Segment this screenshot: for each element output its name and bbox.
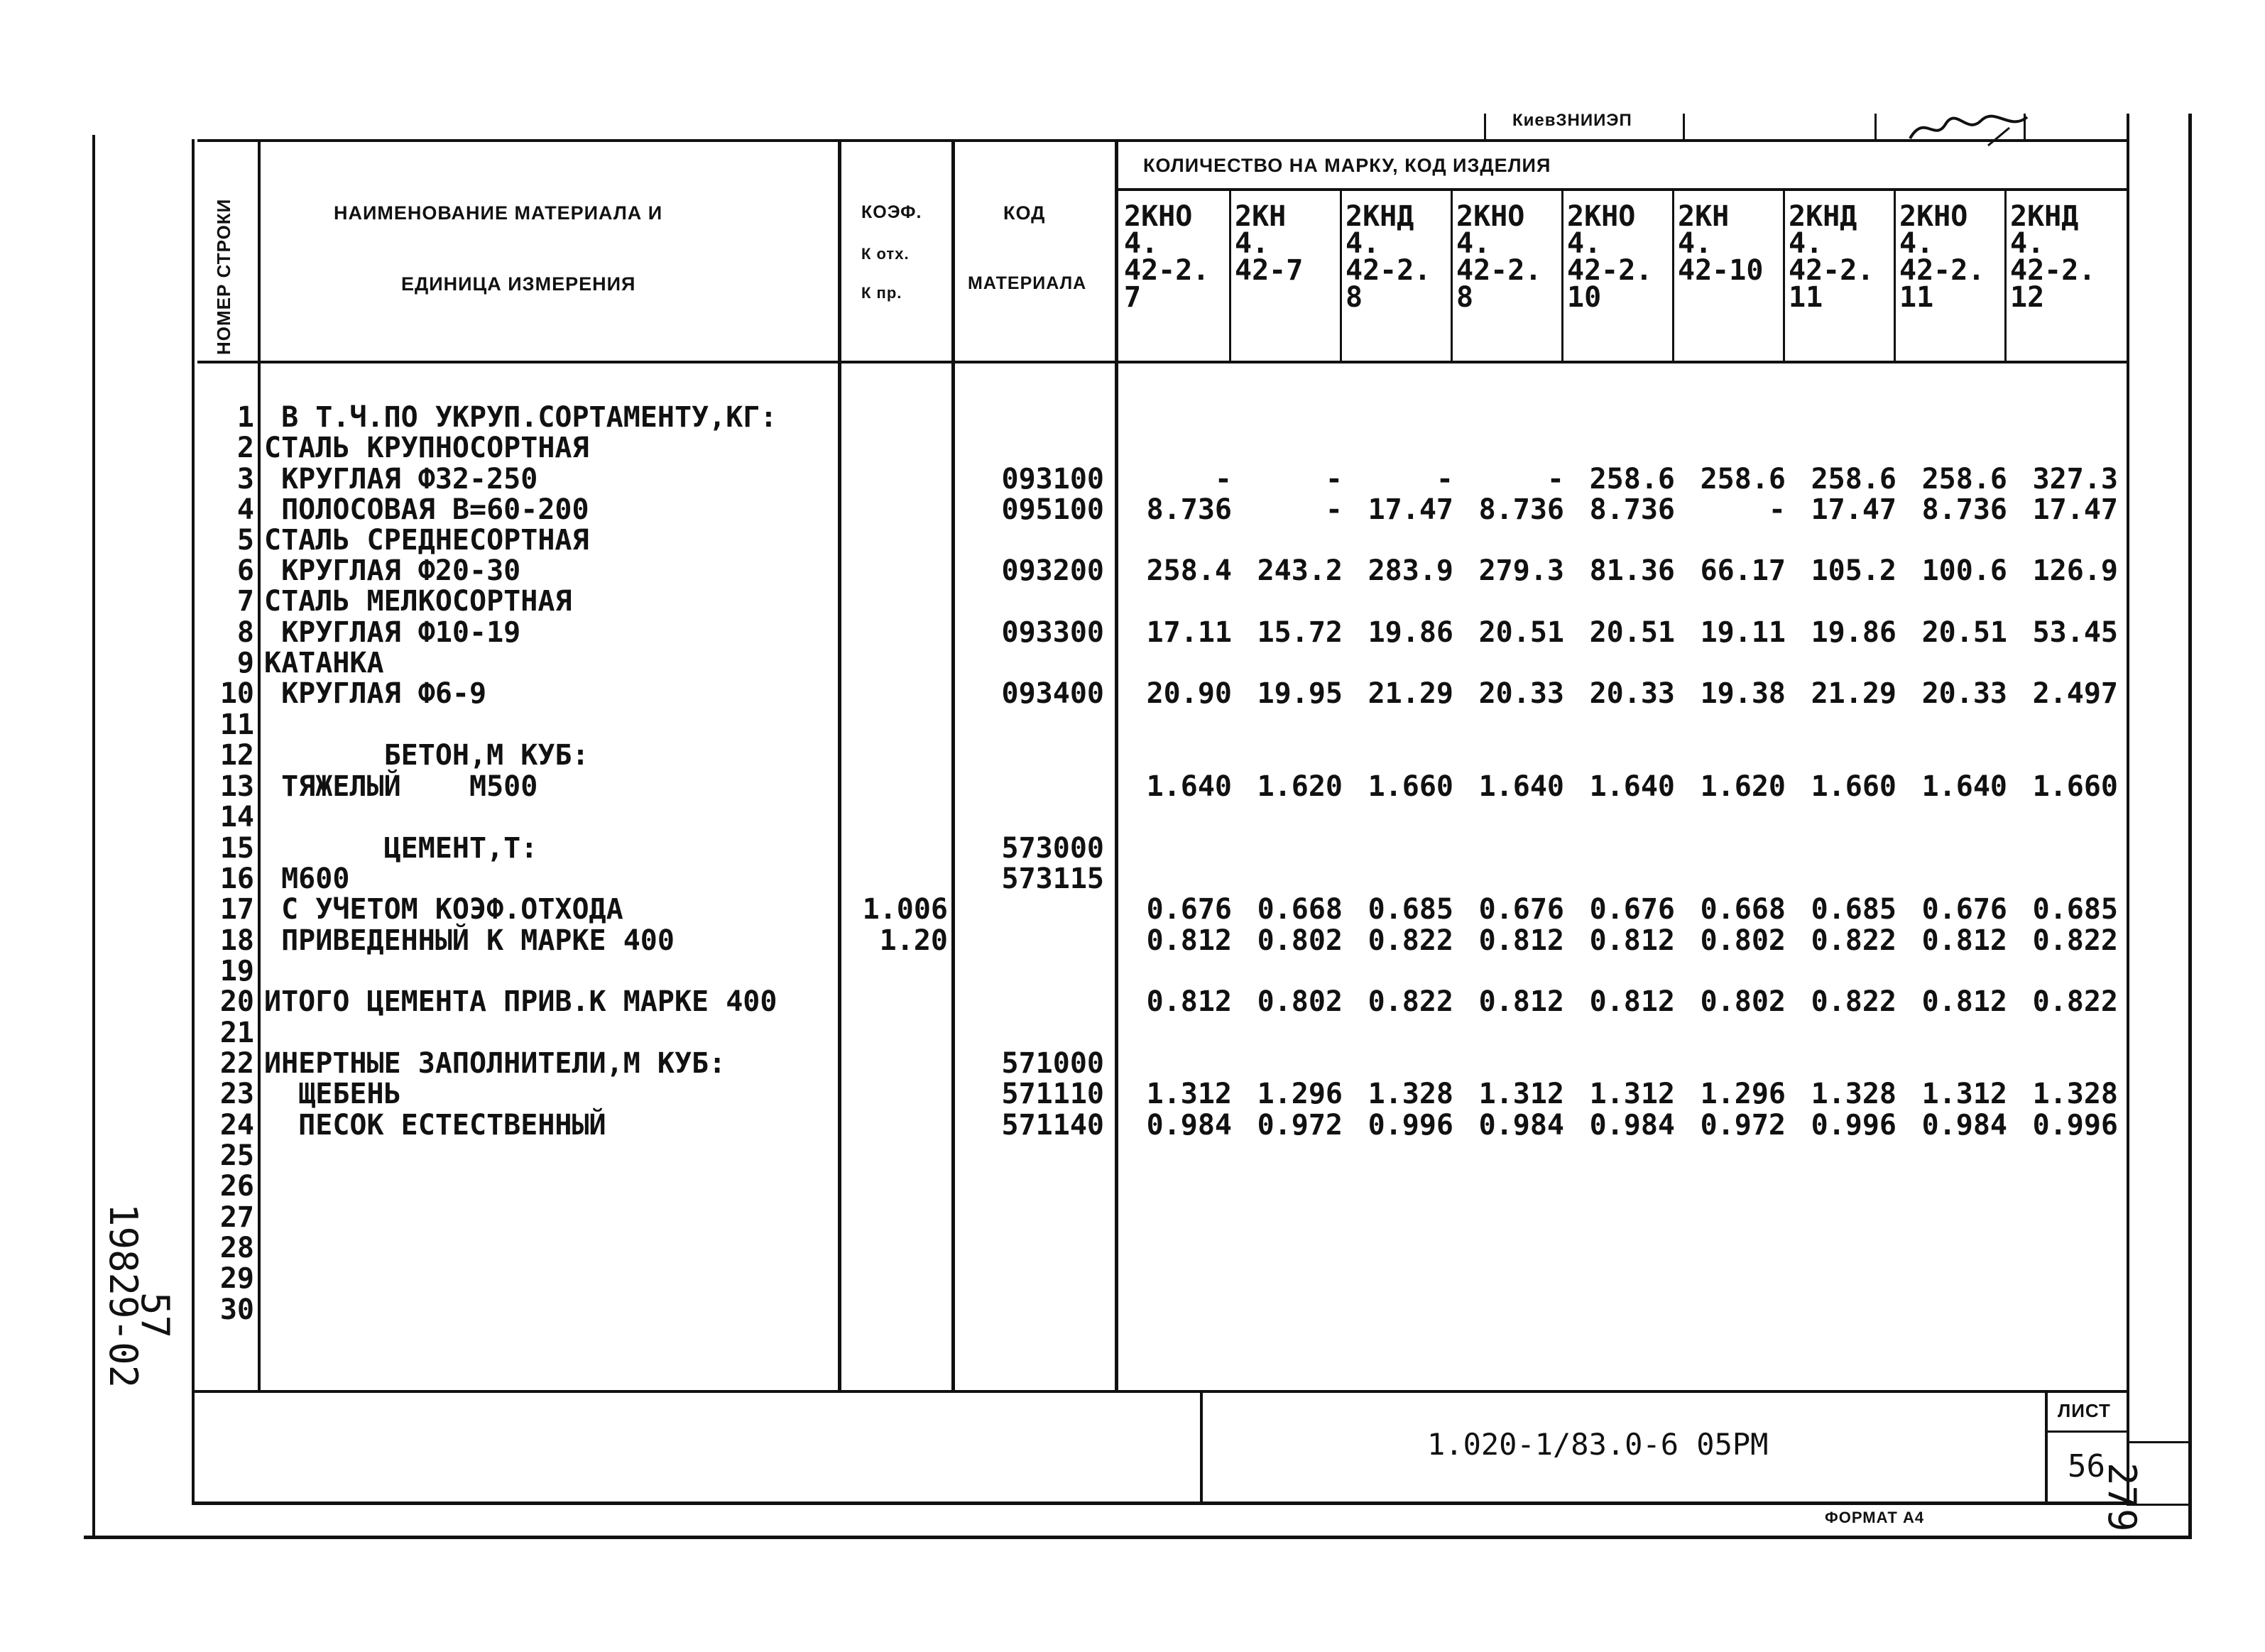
quantity-cell: 105.2	[1811, 554, 1896, 587]
material-name: ПЕСОК ЕСТЕСТВЕННЫЙ	[264, 1109, 606, 1142]
quantity-cell: 0.822	[1368, 985, 1453, 1018]
quantity-cell: 258.6	[1589, 463, 1675, 496]
quantity-cell: 19.38	[1700, 677, 1786, 710]
left-margin-inventory: 19829-02	[101, 1203, 146, 1389]
row-number: 12	[219, 739, 254, 772]
quantity-cell: 1.660	[1368, 770, 1453, 803]
quantity-cell: 19.95	[1257, 677, 1343, 710]
material-name: ПРИВЕДЕННЫЙ К МАРКЕ 400	[264, 924, 675, 957]
row-number: 25	[219, 1139, 254, 1172]
quantity-cell: 126.9	[2032, 554, 2118, 587]
material-code: 093300	[1001, 616, 1104, 649]
quantity-cell: 0.984	[1478, 1109, 1564, 1142]
material-code: 571140	[1001, 1109, 1104, 1142]
row-number: 16	[219, 863, 254, 895]
product-column-header: 2КН 4. 42-10	[1678, 200, 1764, 287]
row-number: 5	[236, 524, 254, 557]
quantity-cell: 0.668	[1257, 893, 1343, 926]
material-code: 095100	[1001, 493, 1104, 526]
quantity-cell: 0.996	[1811, 1109, 1896, 1142]
quantity-cell: 0.812	[1146, 924, 1232, 957]
row-number: 22	[219, 1047, 254, 1080]
material-name: БЕТОН,М КУБ:	[264, 739, 589, 772]
quantity-cell: 0.996	[2032, 1109, 2118, 1142]
quantity-cell: 1.660	[1811, 770, 1896, 803]
quantity-cell: 20.33	[1478, 677, 1564, 710]
quantity-cell: 0.996	[1368, 1109, 1453, 1142]
quantity-cell: -	[1325, 493, 1343, 526]
quantity-cell: 258.6	[1921, 463, 2007, 496]
quantity-cell: 15.72	[1257, 616, 1343, 649]
sheet-number: 56	[2068, 1448, 2105, 1484]
quantity-cell: 20.51	[1478, 616, 1564, 649]
quantity-cell: 20.51	[1589, 616, 1675, 649]
row-number: 4	[236, 493, 254, 526]
top-stamp-org: КиевЗНИИЭП	[1512, 111, 1632, 130]
row-number: 26	[219, 1170, 254, 1203]
header-qty-title: КОЛИЧЕСТВО НА МАРКУ, КОД ИЗДЕЛИЯ	[1143, 155, 1551, 176]
quantity-cell: 0.984	[1921, 1109, 2007, 1142]
quantity-cell: 0.822	[1368, 924, 1453, 957]
material-name: С УЧЕТОМ КОЭФ.ОТХОДА	[264, 893, 623, 926]
row-number: 27	[219, 1201, 254, 1234]
product-column-header: 2КНД 4. 42-2. 12	[2010, 200, 2096, 314]
side-sheet-number: 279	[2100, 1462, 2144, 1532]
row-number: 21	[219, 1017, 254, 1049]
quantity-cell: 1.328	[1368, 1078, 1453, 1110]
quantity-cell: 17.11	[1146, 616, 1232, 649]
quantity-cell: 66.17	[1700, 554, 1786, 587]
quantity-cell: 1.640	[1589, 770, 1675, 803]
quantity-cell: 0.812	[1478, 985, 1564, 1018]
material-code: 573115	[1001, 863, 1104, 895]
quantity-cell: 8.736	[1589, 493, 1675, 526]
product-column-header: 2КНО 4. 42-2. 8	[1456, 200, 1542, 314]
quantity-cell: 17.47	[1811, 493, 1896, 526]
quantity-cell: 1.640	[1921, 770, 2007, 803]
material-code: 093100	[1001, 463, 1104, 496]
quantity-cell: -	[1214, 463, 1232, 496]
row-number: 30	[219, 1293, 254, 1326]
row-number: 29	[219, 1262, 254, 1295]
material-name: СТАЛЬ КРУПНОСОРТНАЯ	[264, 432, 589, 464]
quantity-cell: 0.676	[1146, 893, 1232, 926]
quantity-cell: 1.620	[1700, 770, 1786, 803]
quantity-cell: 0.802	[1257, 985, 1343, 1018]
quantity-cell: 0.812	[1146, 985, 1232, 1018]
quantity-cell: 1.640	[1478, 770, 1564, 803]
quantity-cell: 1.640	[1146, 770, 1232, 803]
quantity-cell: 0.972	[1700, 1109, 1786, 1142]
row-number: 11	[219, 709, 254, 741]
quantity-cell: 0.676	[1921, 893, 2007, 926]
quantity-cell: 0.668	[1700, 893, 1786, 926]
quantity-cell: 258.6	[1811, 463, 1896, 496]
quantity-cell: 8.736	[1146, 493, 1232, 526]
quantity-cell: 0.812	[1921, 985, 2007, 1018]
material-code: 571000	[1001, 1047, 1104, 1080]
sheet-label: ЛИСТ	[2058, 1400, 2111, 1421]
quantity-cell: 1.660	[2032, 770, 2118, 803]
quantity-cell: 53.45	[2032, 616, 2118, 649]
header-coef-line2: К отх.	[861, 245, 910, 263]
quantity-cell: 0.984	[1146, 1109, 1232, 1142]
coefficient: 1.006	[862, 893, 948, 926]
header-name-line2: ЕДИНИЦА ИЗМЕРЕНИЯ	[401, 273, 636, 295]
quantity-cell: 19.86	[1368, 616, 1453, 649]
header-coef-line1: КОЭФ.	[861, 202, 922, 222]
quantity-cell: 0.676	[1589, 893, 1675, 926]
coefficient: 1.20	[879, 924, 948, 957]
material-name: КРУГЛАЯ Ф20-30	[264, 554, 521, 587]
quantity-cell: -	[1325, 463, 1343, 496]
material-name: ИНЕРТНЫЕ ЗАПОЛНИТЕЛИ,М КУБ:	[264, 1047, 726, 1080]
quantity-cell: 20.51	[1921, 616, 2007, 649]
quantity-cell: 0.972	[1257, 1109, 1343, 1142]
quantity-cell: 1.312	[1146, 1078, 1232, 1110]
quantity-cell: 17.47	[1368, 493, 1453, 526]
product-column-header: 2КНО 4. 42-2. 10	[1567, 200, 1653, 314]
material-name: ЦЕМЕНТ,Т:	[264, 832, 538, 865]
quantity-cell: 1.312	[1589, 1078, 1675, 1110]
row-number: 3	[236, 463, 254, 496]
product-column-header: 2КНО 4. 42-2. 11	[1899, 200, 1985, 314]
quantity-cell: 0.685	[1368, 893, 1453, 926]
row-number: 19	[219, 955, 254, 988]
document-code: 1.020-1/83.0-6 05РМ	[1427, 1427, 1769, 1462]
material-code: 571110	[1001, 1078, 1104, 1110]
material-code: 093400	[1001, 677, 1104, 710]
quantity-cell: 19.11	[1700, 616, 1786, 649]
row-number: 14	[219, 801, 254, 833]
product-column-header: 2КНД 4. 42-2. 8	[1346, 200, 1431, 314]
quantity-cell: 0.685	[1811, 893, 1896, 926]
quantity-cell: 0.812	[1921, 924, 2007, 957]
quantity-cell: 8.736	[1478, 493, 1564, 526]
product-column-header: 2КН 4. 42-7	[1235, 200, 1304, 287]
quantity-cell: 0.822	[2032, 924, 2118, 957]
row-number: 9	[236, 647, 254, 679]
quantity-cell: 8.736	[1921, 493, 2007, 526]
material-name: ПОЛОСОВАЯ В=60-200	[264, 493, 589, 526]
header-name-line1: НАИМЕНОВАНИЕ МАТЕРИАЛА И	[334, 202, 663, 224]
row-number: 17	[219, 893, 254, 926]
quantity-cell: 17.47	[2032, 493, 2118, 526]
quantity-cell: 1.312	[1921, 1078, 2007, 1110]
row-number: 18	[219, 924, 254, 957]
quantity-cell: -	[1546, 463, 1564, 496]
quantity-cell: 0.802	[1700, 924, 1786, 957]
quantity-cell: 0.802	[1257, 924, 1343, 957]
material-name: ТЯЖЕЛЫЙ М500	[264, 770, 538, 803]
product-column-header: 2КНО 4. 42-2. 7	[1124, 200, 1210, 314]
quantity-cell: 0.822	[1811, 985, 1896, 1018]
quantity-cell: 0.812	[1589, 924, 1675, 957]
material-name: КАТАНКА	[264, 647, 384, 679]
quantity-cell: 19.86	[1811, 616, 1896, 649]
product-column-header: 2КНД 4. 42-2. 11	[1789, 200, 1874, 314]
quantity-cell: 0.812	[1478, 924, 1564, 957]
quantity-cell: 0.812	[1589, 985, 1675, 1018]
quantity-cell: 0.685	[2032, 893, 2118, 926]
quantity-cell: 283.9	[1368, 554, 1453, 587]
quantity-cell: 21.29	[1368, 677, 1453, 710]
quantity-cell: 81.36	[1589, 554, 1675, 587]
quantity-cell: 100.6	[1921, 554, 2007, 587]
quantity-cell: 1.296	[1700, 1078, 1786, 1110]
quantity-cell: 21.29	[1811, 677, 1896, 710]
row-number: 13	[219, 770, 254, 803]
signature	[1903, 106, 2038, 142]
quantity-cell: 0.676	[1478, 893, 1564, 926]
format-label: ФОРМАТ А4	[1825, 1509, 1925, 1526]
material-name: СТАЛЬ СРЕДНЕСОРТНАЯ	[264, 524, 589, 557]
row-number: 1	[236, 401, 254, 434]
quantity-cell: 0.822	[1811, 924, 1896, 957]
material-name: КРУГЛАЯ Ф6-9	[264, 677, 487, 710]
row-number: 8	[236, 616, 254, 649]
row-number: 15	[219, 832, 254, 865]
quantity-cell: 258.6	[1700, 463, 1786, 496]
row-number: 20	[219, 985, 254, 1018]
row-number: 10	[219, 677, 254, 710]
quantity-cell: -	[1436, 463, 1453, 496]
quantity-cell: 20.90	[1146, 677, 1232, 710]
material-name: СТАЛЬ МЕЛКОСОРТНАЯ	[264, 585, 572, 618]
quantity-cell: 1.620	[1257, 770, 1343, 803]
quantity-cell: 20.33	[1921, 677, 2007, 710]
material-code: 093200	[1001, 554, 1104, 587]
material-name: КРУГЛАЯ Ф10-19	[264, 616, 521, 649]
header-code-line1: КОД	[1003, 202, 1046, 224]
quantity-cell: 0.984	[1589, 1109, 1675, 1142]
header-coef-line3: К пр.	[861, 284, 902, 302]
row-number: 2	[236, 432, 254, 464]
material-name: ЩЕБЕНЬ	[264, 1078, 401, 1110]
quantity-cell: 327.3	[2032, 463, 2118, 496]
quantity-cell: 1.296	[1257, 1078, 1343, 1110]
material-name: КРУГЛАЯ Ф32-250	[264, 463, 538, 496]
row-number: 6	[236, 554, 254, 587]
row-number: 28	[219, 1232, 254, 1264]
material-name: ИТОГО ЦЕМЕНТА ПРИВ.К МАРКЕ 400	[264, 985, 777, 1018]
row-number: 23	[219, 1078, 254, 1110]
header-row-number: НОМЕР СТРОКИ	[213, 198, 234, 355]
left-margin-page: 57	[133, 1292, 178, 1339]
quantity-cell: 0.822	[2032, 985, 2118, 1018]
quantity-cell: -	[1768, 493, 1786, 526]
material-code: 573000	[1001, 832, 1104, 865]
quantity-cell: 1.328	[2032, 1078, 2118, 1110]
quantity-cell: 1.328	[1811, 1078, 1896, 1110]
quantity-cell: 0.802	[1700, 985, 1786, 1018]
material-name: В Т.Ч.ПО УКРУП.СОРТАМЕНТУ,КГ:	[264, 401, 777, 434]
quantity-cell: 258.4	[1146, 554, 1232, 587]
quantity-cell: 243.2	[1257, 554, 1343, 587]
quantity-cell: 279.3	[1478, 554, 1564, 587]
header-code-line2: МАТЕРИАЛА	[968, 273, 1087, 293]
row-number: 7	[236, 585, 254, 618]
row-number: 24	[219, 1109, 254, 1142]
material-name: М600	[264, 863, 350, 895]
quantity-cell: 20.33	[1589, 677, 1675, 710]
quantity-cell: 2.497	[2032, 677, 2118, 710]
quantity-cell: 1.312	[1478, 1078, 1564, 1110]
